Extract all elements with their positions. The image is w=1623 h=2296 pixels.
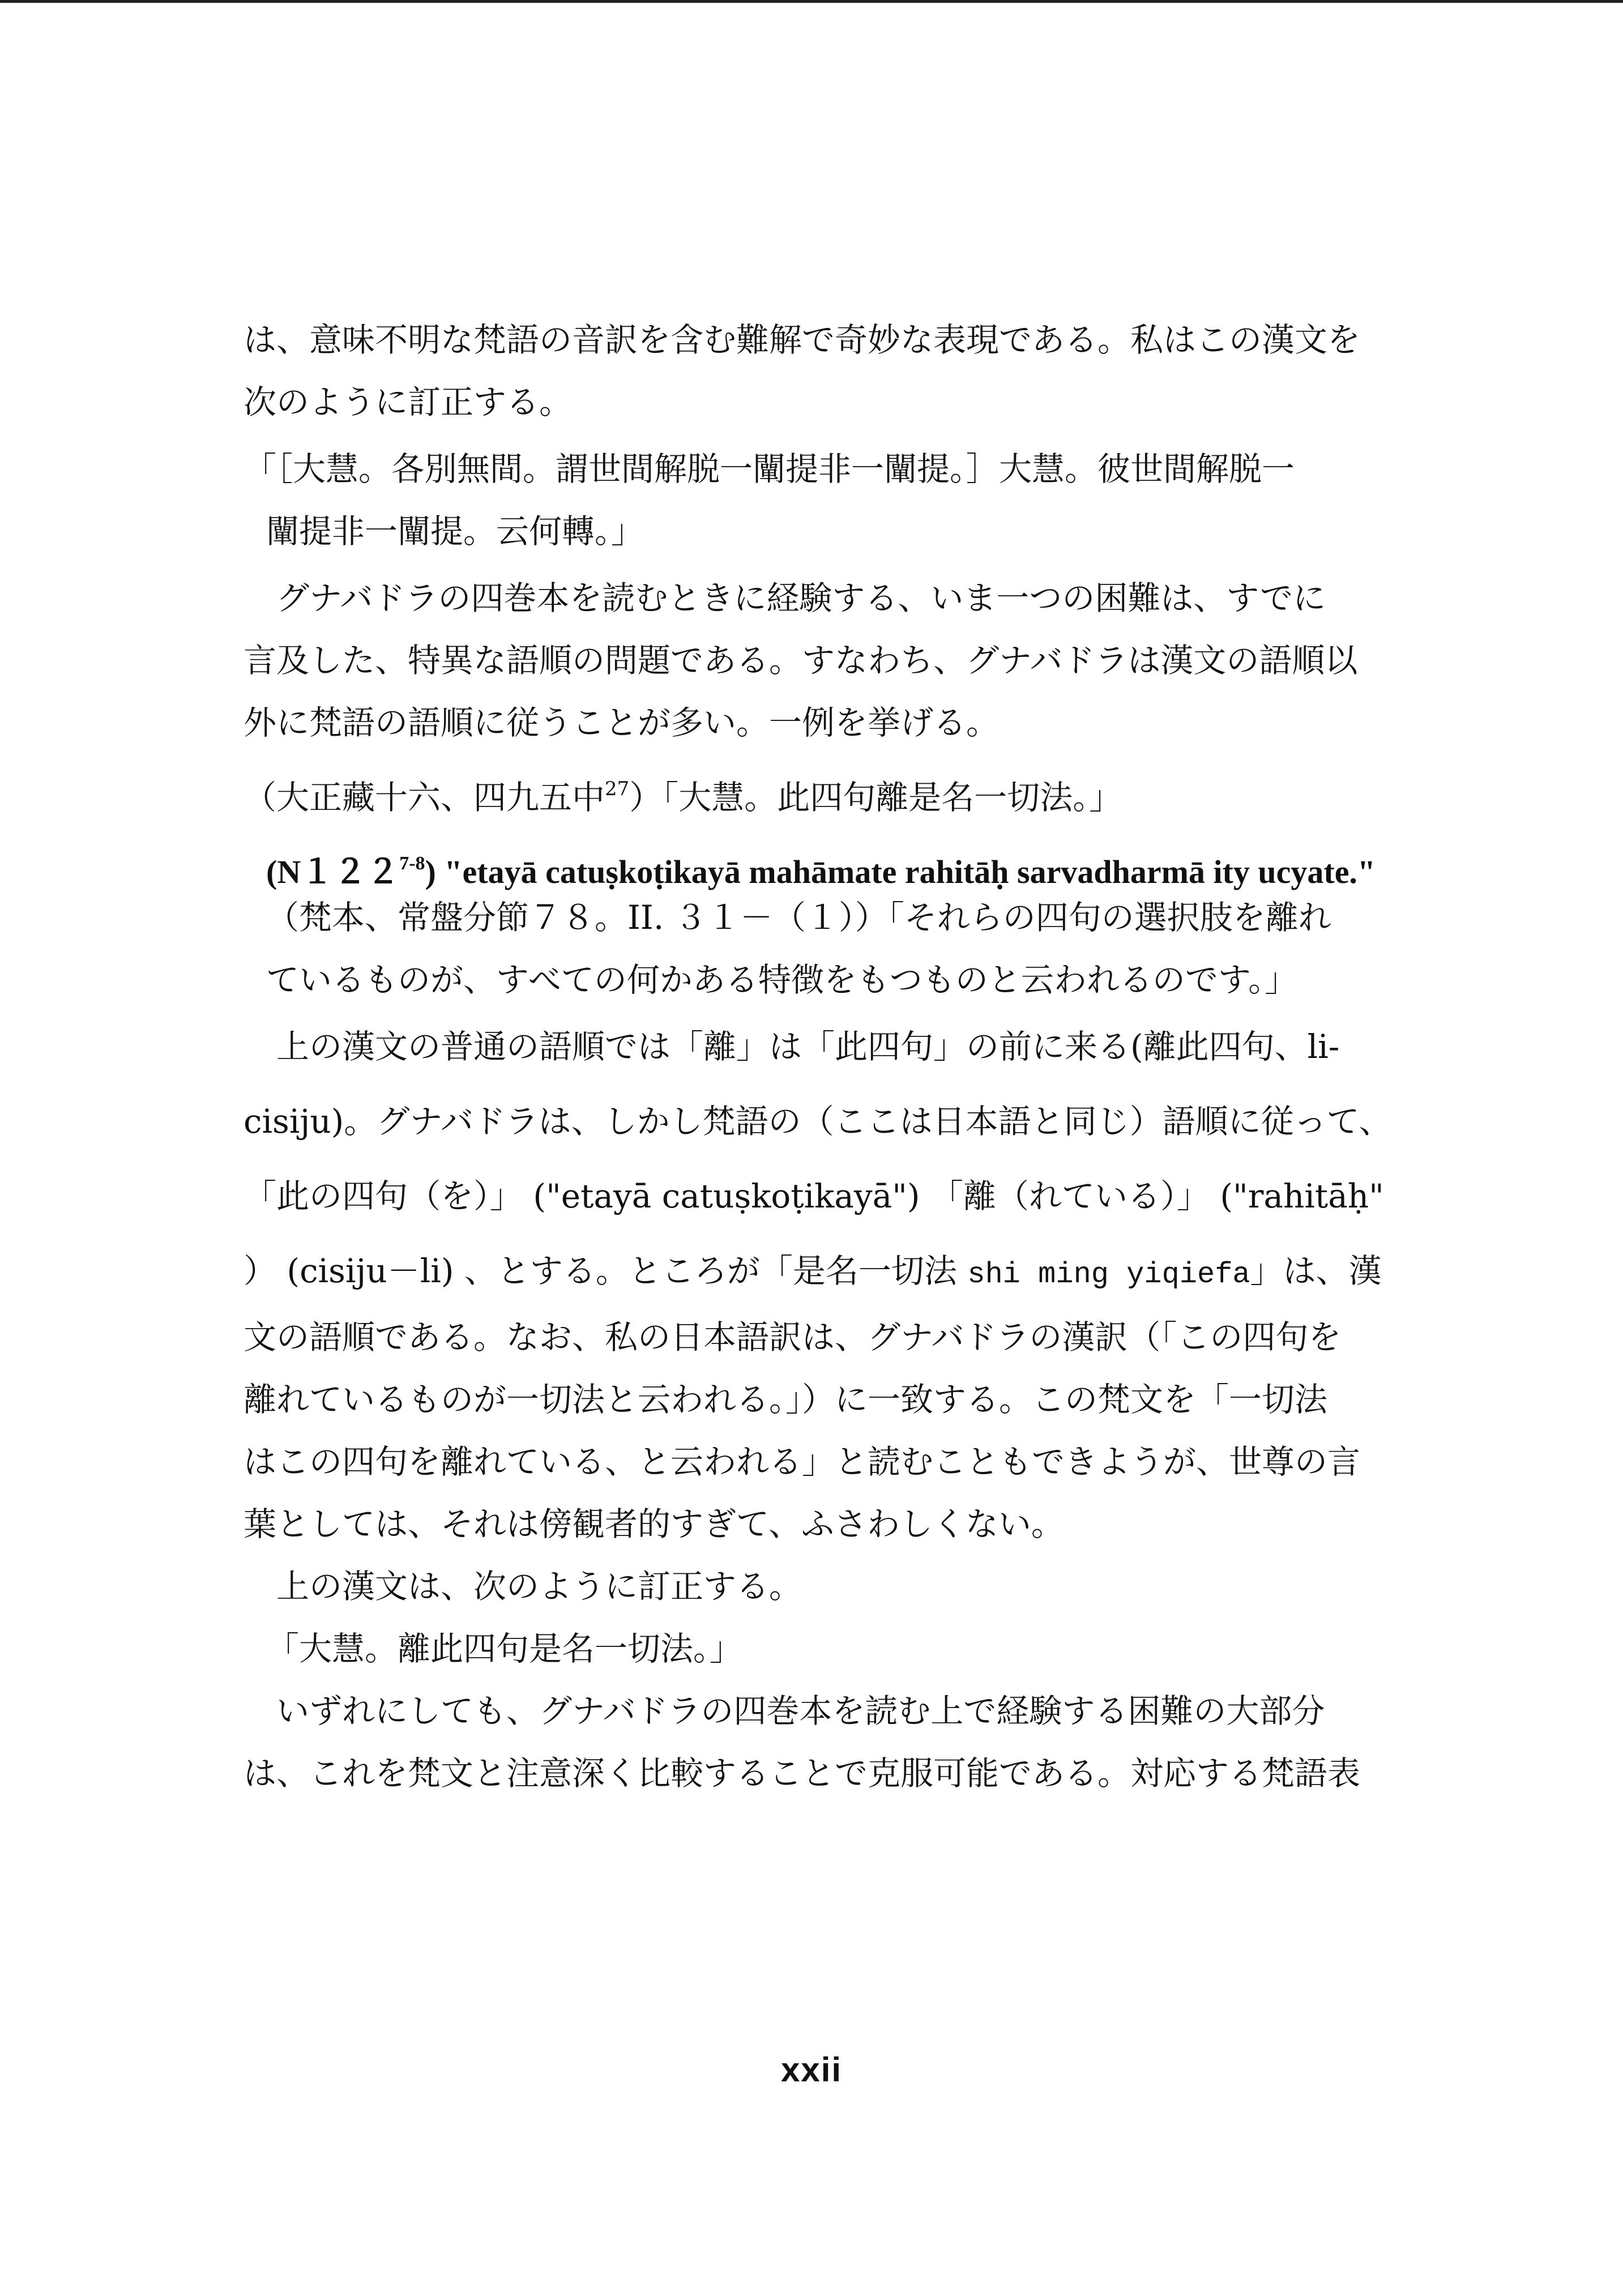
translation-line: ているものが、すべての何かある特徴をもつものと云われるのです。」 [266,961,1298,999]
translation-line: （梵本、常盤分節７８。II. ３１－（１））「それらの四句の選択肢を離れ [266,898,1331,937]
example-citation [244,775,1336,820]
paragraph-line: 言及した、特異な語順の問題である。すなわち、グナバドラは漢文の語順以 [244,641,1358,680]
romanization-text: shi ming yiqiefa [967,1258,1250,1291]
sanskrit-text: ) "etayā catuṣkoṭikayā mahāmate rahitāḥ sarvadharmā ity ucyate." [425,853,1376,890]
paragraph-line: 上の漢文は、次のように訂正する。 [276,1567,802,1606]
paragraph-text: ） (cisiju－li) 、とする。ところが「是名一切法 [244,1252,968,1290]
paragraph-line: は、これを梵文と注意深く比較することで克服可能である。対応する梵語表 [244,1754,1361,1793]
paragraph-line [244,1248,1382,1298]
citation-text: ）「大慧。此四句離是名一切法。」 [629,778,1122,817]
paragraph-line: いずれにしても、グナバドラの四巻本を読む上で経験する困難の大部分 [276,1692,1325,1730]
paragraph-line: 上の漢文の普通の語順では「離」は「此四句」の前に来る(離此四句、li- [276,1027,1340,1066]
scan-top-border [0,0,1623,3]
paragraph-line: 「此の四句（を）」 ("etayā catuṣkoṭikayā") 「離（れている）」 ("rahitāḥ" [244,1177,1384,1215]
page-number: xxii [780,2051,843,2089]
quote-line: 闡提非一闡提。云何轉。」 [266,512,644,550]
citation-text: （大正藏十六、四九五中 [244,778,605,817]
page-body [244,317,1392,1796]
paragraph-line: 文の語順である。なお、私の日本語訳は、グナバドラの漢訳（「この四句を [244,1318,1342,1356]
paragraph-line: 外に梵語の語順に従うことが多い。一例を挙げる。 [244,703,1000,742]
quote-line: 「［大慧。各別無間。謂世間解脱一闡提非一闡提。］大慧。彼世間解脱一 [244,450,1295,488]
paragraph-line: 離れているものが一切法と云われる。」）に一致する。この梵文を「一切法 [244,1380,1328,1419]
paragraph-line: cisiju)。グナバドラは、しかし梵語の（ここは日本語と同じ）語順に従って、 [244,1102,1392,1141]
paragraph-line: 葉としては、それは傍観者的すぎて、ふさわしくない。 [244,1505,1064,1543]
paragraph-line: は、意味不明な梵語の音訳を含む難解で奇妙な表現である。私はこの漢文を [244,321,1361,359]
sanskrit-example [244,850,1376,895]
paragraph-line: グナバドラの四巻本を読むときに経験する、いま一つの困難は、すでに [276,579,1326,617]
sanskrit-ref: (N１２２ [266,853,400,890]
paragraph-text: 」は、漢 [1250,1252,1382,1290]
sanskrit-ref-superscript: 7-8 [399,853,425,874]
citation-superscript: 27 [605,778,630,800]
paragraph-line: 次のように訂正する。 [244,383,573,421]
paragraph-line: はこの四句を離れている、と云われる」と読むこともできようが、世尊の言 [244,1443,1361,1481]
quote-line: 「大慧。離此四句是名一切法。」 [266,1629,743,1668]
